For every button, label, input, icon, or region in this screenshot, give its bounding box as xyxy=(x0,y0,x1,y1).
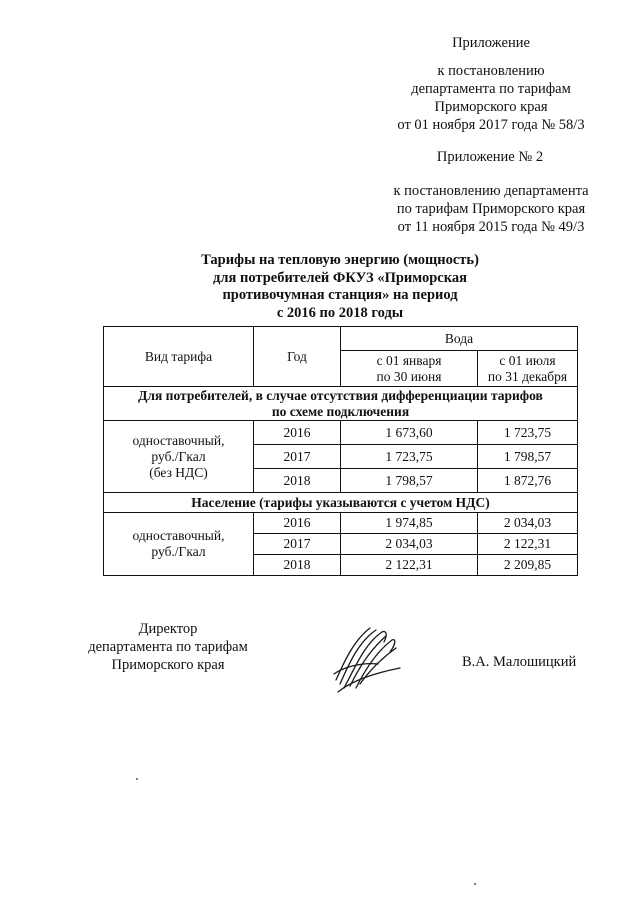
appendix2-header xyxy=(380,182,602,236)
section2-tariff-type xyxy=(104,513,254,576)
appendix2-line: от 11 ноября 2015 года № 49/3 xyxy=(397,219,585,235)
table-row xyxy=(104,421,578,445)
position-line: Директор xyxy=(138,621,198,637)
appendix-title: Приложение xyxy=(452,35,530,51)
period1-line2: по 30 июня xyxy=(376,368,442,384)
appendix2-line: к постановлению департамента xyxy=(393,183,589,199)
cell-year: 2018 xyxy=(254,555,341,576)
section1-title-line1: Для потребителей, в случае отсутствия дифференциации тарифов xyxy=(138,387,543,403)
signatory-position xyxy=(78,620,258,674)
position-line: департамента по тарифам xyxy=(88,639,248,655)
section-row xyxy=(104,493,578,513)
header-period-1 xyxy=(341,351,478,387)
cell-year: 2018 xyxy=(254,469,341,493)
cell-year: 2017 xyxy=(254,534,341,555)
title-line: для потребителей ФКУЗ «Приморская xyxy=(213,269,467,286)
period2-line2: по 31 декабря xyxy=(487,368,568,384)
section-row xyxy=(104,387,578,421)
cell-value: 1 723,75 xyxy=(478,421,578,445)
header-year: Год xyxy=(254,327,341,387)
appendix-line: к постановлению xyxy=(437,63,545,79)
appendix-line: от 01 ноября 2017 года № 58/3 xyxy=(397,117,585,133)
table-row xyxy=(104,513,578,534)
cell-value: 1 974,85 xyxy=(341,513,478,534)
cell-value: 2 122,31 xyxy=(341,555,478,576)
title-line: Тарифы на тепловую энергию (мощность) xyxy=(201,252,479,268)
section1-tariff-type xyxy=(104,421,254,493)
tariff-line: одноставочный, xyxy=(132,528,225,543)
scan-speck xyxy=(136,778,138,780)
position-line: Приморского края xyxy=(111,657,225,673)
cell-year: 2016 xyxy=(254,421,341,445)
title-line: с 2016 по 2018 годы xyxy=(276,304,404,321)
appendix2-title: Приложение № 2 xyxy=(436,149,544,165)
section2-title: Население (тарифы указываются с учетом НДС) xyxy=(104,493,578,513)
cell-value: 2 122,31 xyxy=(478,534,578,555)
handwritten-signature xyxy=(330,622,410,694)
header-period-2 xyxy=(478,351,578,387)
cell-value: 2 209,85 xyxy=(478,555,578,576)
appendix-header xyxy=(380,34,602,134)
scan-speck xyxy=(474,883,476,885)
section1-title xyxy=(104,387,578,421)
cell-value: 1 723,75 xyxy=(341,445,478,469)
tariff-line: руб./Гкал xyxy=(151,448,206,464)
cell-value: 2 034,03 xyxy=(341,534,478,555)
cell-value: 1 872,76 xyxy=(478,469,578,493)
section1-title-line2: по схеме подключения xyxy=(271,403,410,419)
cell-value: 1 798,57 xyxy=(341,469,478,493)
cell-value: 2 034,03 xyxy=(478,513,578,534)
cell-value: 1 798,57 xyxy=(478,445,578,469)
cell-year: 2017 xyxy=(254,445,341,469)
signatory-name: В.А. Малошицкий xyxy=(462,654,577,670)
cell-year: 2016 xyxy=(254,513,341,534)
period2-line1: с 01 июля xyxy=(499,352,556,368)
appendix-line: департамента по тарифам xyxy=(411,81,571,97)
header-water: Вода xyxy=(341,327,578,351)
title-line: противочумная станция» на период xyxy=(222,287,458,303)
tariff-line: одноставочный, xyxy=(132,432,225,448)
tariff-table xyxy=(103,326,578,576)
tariff-line: руб./Гкал xyxy=(151,544,206,559)
tariff-line: (без НДС) xyxy=(149,464,208,480)
document-title xyxy=(150,252,530,322)
appendix-line: Приморского края xyxy=(434,99,548,115)
appendix2-line: по тарифам Приморского края xyxy=(396,201,586,217)
header-tariff-type: Вид тарифа xyxy=(104,327,254,387)
period1-line1: с 01 января xyxy=(376,352,442,368)
cell-value: 1 673,60 xyxy=(341,421,478,445)
